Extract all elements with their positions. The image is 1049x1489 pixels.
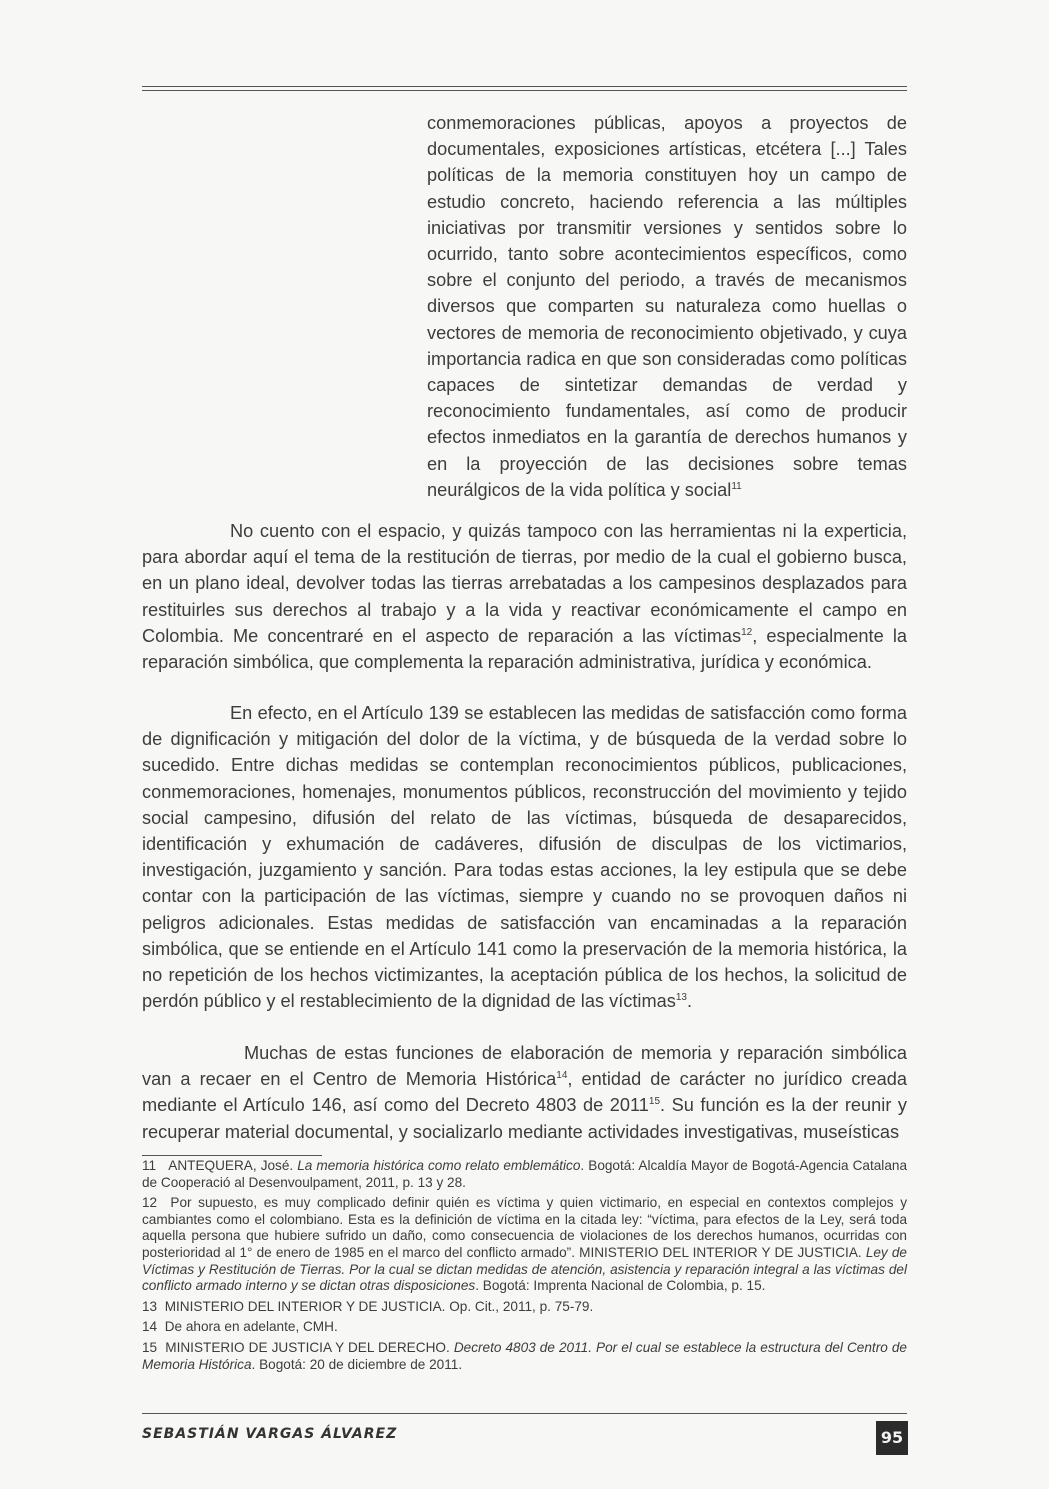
paragraph-2 — [142, 700, 907, 1014]
footnote-number: 15 — [142, 1339, 158, 1355]
footnote-text: Por supuesto, es muy complicado definir quién es víctima y quien victimario, en especial en contextos complejos y cambiantes como el colombiano. Esta es la definición de víctima en la citada ley: “víctima, para efectos de la Ley, será toda aquella persona que hubiere sufrido un daño, como consecuencia de violaciones de los derechos humanos, ocurridas con posterioridad al 1° de enero de 1985 en el marco del conflicto armado”. MINISTERIO DEL INTERIOR Y DE JUSTICIA. — [142, 1195, 907, 1260]
block-quote-text: conmemoraciones públicas, apoyos a proyectos de documentales, exposiciones artísticas, etcétera [...] Tales políticas de la memoria constituyen hoy un campo de estudio concreto, haciendo referencia a las múltiples iniciativas por transmitir versiones y sentidos sobre lo ocurrido, tanto sobre acontecimientos específicos, como sobre el conjunto del periodo, a través de mecanismos diversos que comparten su naturaleza como huellas o vectores de memoria de reconocimiento objetivado, y cuya importancia radica en que son consideradas como políticas capaces de sintetizar demandas de verdad y reconocimiento fundamentales, así como de producir efectos inmediatos en la garantía de derechos humanos y en la proyección de las decisiones sobre temas neurálgicos de la vida política y social — [427, 113, 907, 500]
footnote-italic: Ley de Víctimas y Restitución de Tierras. Por la cual se dictan medidas de atención, asistencia y reparación integral a las víctimas del conflicto armado interno y se dictan otras disposiciones — [142, 1244, 907, 1294]
footnote-text: MINISTERIO DE JUSTICIA Y DEL DERECHO. — [165, 1339, 454, 1355]
paragraph-text: No cuento con el espacio, y quizás tampoco con las herramientas ni la experticia, para abordar aquí el tema de la restitución de tierras, por medio de la cual el gobierno busca, en un plano ideal, devolver todas las tierras arrebatadas a los campesinos desplazados para restituirles sus derechos al trabajo y a la vida y reactivar económicamente el campo en Colombia. Me concentraré en el aspecto de reparación a las víctimas — [142, 521, 907, 646]
paragraph-text: Muchas de estas funciones de elaboración de memoria y reparación simbólica van a recaer en el Centro de Memoria Histórica — [142, 1043, 907, 1090]
footnote-text: . Bogotá: Imprenta Nacional de Colombia, p. 15. — [475, 1278, 766, 1294]
paragraph-text: , entidad de carácter no jurídico creada mediante el Artículo 146, así como del Decreto 4803 de 2011 — [142, 1069, 907, 1116]
footnote-ref: 11 — [731, 480, 742, 492]
footnote-text: MINISTERIO DEL INTERIOR Y DE JUSTICIA. Op. Cit., 2011, p. 75-79. — [164, 1298, 594, 1314]
paragraph-text: , especialmente la reparación simbólica, que complementa la reparación administrativa, jurídica y económica. — [142, 625, 908, 673]
footnote-15 — [142, 1340, 907, 1373]
page-number: 95 — [876, 1421, 908, 1455]
footer-rule — [142, 1413, 907, 1414]
paragraph-1 — [142, 518, 907, 675]
footnote-13 — [142, 1299, 907, 1316]
footnote-ref: 12 — [741, 626, 753, 638]
footnote-text: . Bogotá: Alcaldía Mayor de Bogotá-Agencia Catalana de Cooperació al Desenvoulpament, 2011, p. 13 y 28. — [142, 1158, 907, 1190]
paragraph-text: . — [686, 991, 692, 1012]
footnote-text: De ahora en adelante, CMH. — [164, 1319, 338, 1335]
paragraph-text: En efecto, en el Artículo 139 se establecen las medidas de satisfacción como forma de dignificación y mitigación del dolor de la víctima, y de búsqueda de la verdad sobre lo sucedido. Entre dichas medidas se contemplan reconocimientos públicos, publicaciones, conmemoraciones, homenajes, monumentos públicos, reconstrucción del movimiento y tejido social campesino, difusión del relato de las víctimas, búsqueda de desaparecidos, identificación y exhumación de cadáveres, difusión de disculpas de los victimarios, investigación, juzgamiento y sanción. Para todas estas acciones, la ley estipula que se debe contar con la participación de las víctimas, siempre y cuando no se provoquen daños ni peligros adicionales. Estas medidas de satisfacción van encaminadas a la reparación simbólica, que se entiende en el Artículo 141 como la preservación de la memoria histórica, la no repetición de los hechos victimizantes, la aceptación pública de los hechos, la solicitud de perdón público y el restablecimiento de la dignidad de las víctimas — [142, 703, 907, 1012]
footnotes — [142, 1158, 907, 1377]
paragraph-text: . Su función es la der reunir y recuperar material documental, y socializarlo mediante actividades investigativas, museísticas — [142, 1095, 908, 1142]
footnote-number: 11 — [142, 1158, 157, 1173]
footnote-14 — [142, 1319, 907, 1336]
footnote-number: 13 — [142, 1298, 158, 1314]
footnote-ref: 15 — [648, 1096, 661, 1108]
footnote-italic: Decreto 4803 de 2011. Por el cual se establece la estructura del Centro de Memoria Histórica — [142, 1339, 907, 1372]
footnote-number: 12 — [142, 1195, 158, 1211]
footnote-number: 14 — [142, 1319, 158, 1335]
header-rule — [142, 86, 907, 87]
footnote-11 — [142, 1158, 907, 1191]
footnote-separator — [142, 1155, 322, 1156]
footnote-12 — [142, 1195, 907, 1295]
header-rule-secondary — [142, 90, 907, 91]
block-quote — [427, 110, 907, 503]
footnote-text: . Bogotá: 20 de diciembre de 2011. — [251, 1356, 463, 1372]
footnote-ref: 14 — [556, 1070, 568, 1082]
paragraph-3 — [142, 1040, 907, 1145]
author-name: SEBASTIÁN VARGAS ÁLVAREZ — [142, 1426, 398, 1442]
footnote-text: ANTEQUERA, José. — [168, 1158, 298, 1173]
footnote-ref: 13 — [675, 992, 687, 1004]
footnote-italic: La memoria histórica como relato emblemático — [297, 1158, 581, 1173]
